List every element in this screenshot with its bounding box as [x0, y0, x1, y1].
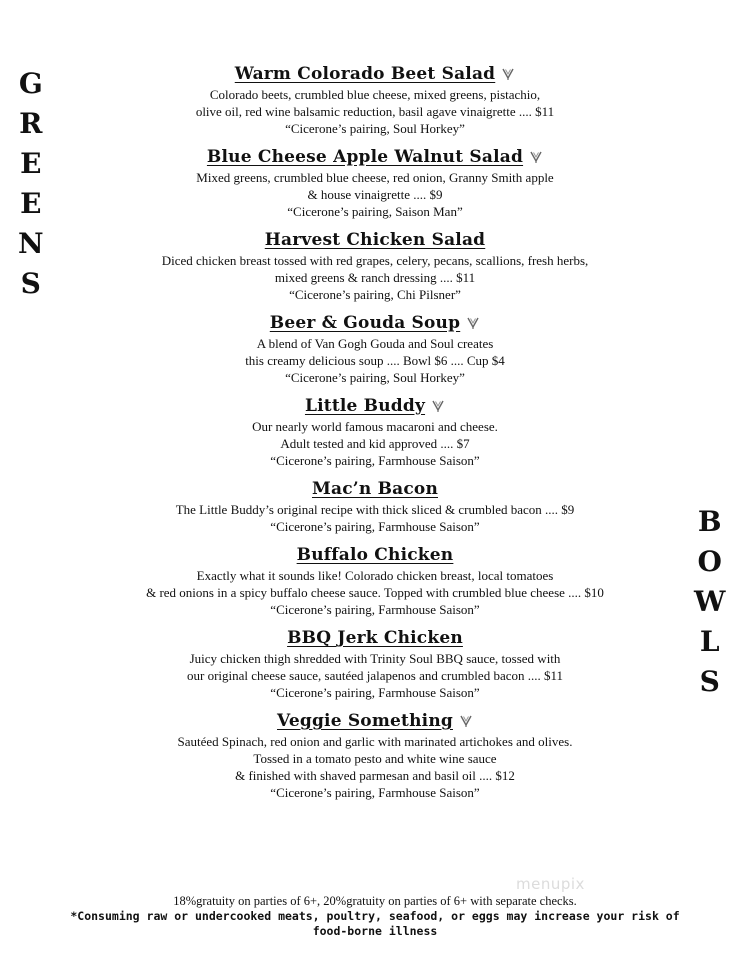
menu-item-title: [287, 628, 463, 648]
menu-item-name: Blue Cheese Apple Walnut Salad: [206, 147, 524, 167]
bowls-letter: B: [697, 505, 722, 538]
menu-item-pairing: “Cicerone’s pairing, Farmhouse Saison”: [270, 453, 480, 468]
greens-letter: N: [18, 227, 44, 260]
menu-list: [120, 64, 630, 811]
menu-item-description: Diced chicken breast tossed with red grapes, celery, pecans, scallions, fresh herbs,: [161, 253, 589, 268]
menu-item-name: Beer & Gouda Soup: [269, 313, 461, 333]
menu-item-pairing: “Cicerone’s pairing, Soul Horkey”: [285, 121, 465, 136]
gratuity-note: 18%gratuity on parties of 6+, 20%gratuity on parties of 6+ with separate checks.: [173, 894, 577, 908]
greens-letter: S: [20, 267, 41, 300]
menu-item: [120, 479, 630, 535]
menu-item-description: Sautéed Spinach, red onion and garlic with marinated artichokes and olives.: [177, 734, 573, 749]
menu-item-title: [207, 147, 543, 167]
menu-item-description: Mixed greens, crumbled blue cheese, red onion, Granny Smith apple: [196, 170, 554, 185]
menu-item-pairing: “Cicerone’s pairing, Farmhouse Saison”: [270, 785, 480, 800]
menu-item: [120, 64, 630, 137]
menu-item-pairing: “Cicerone’s pairing, Farmhouse Saison”: [270, 685, 480, 700]
menu-item-pairing: “Cicerone’s pairing, Chi Pilsner”: [289, 287, 461, 302]
menu-item-pairing: “Cicerone’s pairing, Farmhouse Saison”: [270, 519, 480, 534]
menu-item-description: & red onions in a spicy buffalo cheese sauce. Topped with crumbled blue cheese .... $10: [146, 585, 604, 600]
menu-item-pairing: “Cicerone’s pairing, Farmhouse Saison”: [270, 602, 480, 617]
menu-item: [120, 230, 630, 303]
hop-icon: [529, 150, 543, 164]
greens-letter: E: [20, 187, 42, 220]
hop-icon: [431, 399, 445, 413]
greens-letter: R: [19, 107, 43, 140]
menu-item: [120, 711, 630, 801]
menu-item-description: Exactly what it sounds like! Colorado chicken breast, local tomatoes: [196, 568, 554, 583]
menu-item-name: Mac’n Bacon: [311, 479, 438, 499]
menu-item-description: & house vinaigrette .... $9: [307, 187, 443, 202]
menu-item-title: [277, 711, 473, 731]
menu-item-description: Tossed in a tomato pesto and white wine sauce: [253, 751, 497, 766]
menu-item-description: Juicy chicken thigh shredded with Trinity Soul BBQ sauce, tossed with: [189, 651, 561, 666]
menu-item: [120, 628, 630, 701]
menu-item-name: BBQ Jerk Chicken: [287, 628, 463, 648]
bowls-letter: L: [699, 625, 720, 658]
food-warning-line-1: *Consuming raw or undercooked meats, poultry, seafood, or eggs may increase your risk of: [70, 909, 680, 923]
bowls-letter: O: [697, 545, 722, 578]
greens-letter: E: [20, 147, 42, 180]
bowls-letter: S: [699, 665, 720, 698]
greens-letter: G: [18, 67, 43, 100]
menu-item-description: Our nearly world famous macaroni and cheese.: [252, 419, 498, 434]
greens-section-label: [18, 64, 44, 304]
menu-item: [120, 545, 630, 618]
menu-item-description: olive oil, red wine balsamic reduction, basil agave vinaigrette .... $11: [195, 104, 555, 119]
footer: [0, 893, 750, 939]
bowls-section-label: [694, 502, 725, 702]
menu-item-description: Colorado beets, crumbled blue cheese, mixed greens, pistachio,: [209, 87, 541, 102]
menu-item-name: Little Buddy: [304, 396, 426, 416]
menu-item-title: [297, 545, 454, 565]
menu-item: [120, 313, 630, 386]
menu-item-description: The Little Buddy’s original recipe with thick sliced & crumbled bacon .... $9: [175, 502, 575, 517]
menu-item-pairing: “Cicerone’s pairing, Saison Man”: [287, 204, 463, 219]
menupix-watermark: menupix: [516, 875, 585, 893]
menu-item-name: Buffalo Chicken: [296, 545, 454, 565]
menu-item-name: Harvest Chicken Salad: [264, 230, 486, 250]
menu-item-title: [235, 64, 516, 84]
hop-icon: [501, 67, 515, 81]
menu-item-pairing: “Cicerone’s pairing, Soul Horkey”: [285, 370, 465, 385]
hop-icon: [466, 316, 480, 330]
menu-item-title: [305, 396, 445, 416]
menu-item-description: A blend of Van Gogh Gouda and Soul creates: [256, 336, 494, 351]
menu-item-description: this creamy delicious soup .... Bowl $6 .... Cup $4: [245, 353, 505, 368]
menu-item-description: Adult tested and kid approved .... $7: [280, 436, 470, 451]
food-warning-line-2: food-borne illness: [312, 924, 438, 938]
menu-item-name: Warm Colorado Beet Salad: [234, 64, 496, 84]
menu-item-title: [265, 230, 486, 250]
menu-item-name: Veggie Something: [277, 711, 453, 731]
menu-item-description: mixed greens & ranch dressing .... $11: [274, 270, 476, 285]
menu-item-description: our original cheese sauce, sautéed jalapenos and crumbled bacon .... $11: [186, 668, 564, 683]
menu-item-description: & finished with shaved parmesan and basil oil .... $12: [235, 768, 515, 783]
menu-item-title: [312, 479, 438, 499]
hop-icon: [459, 714, 473, 728]
bowls-letter: W: [694, 585, 726, 618]
menu-item: [120, 396, 630, 469]
menu-item: [120, 147, 630, 220]
menu-item-title: [270, 313, 480, 333]
